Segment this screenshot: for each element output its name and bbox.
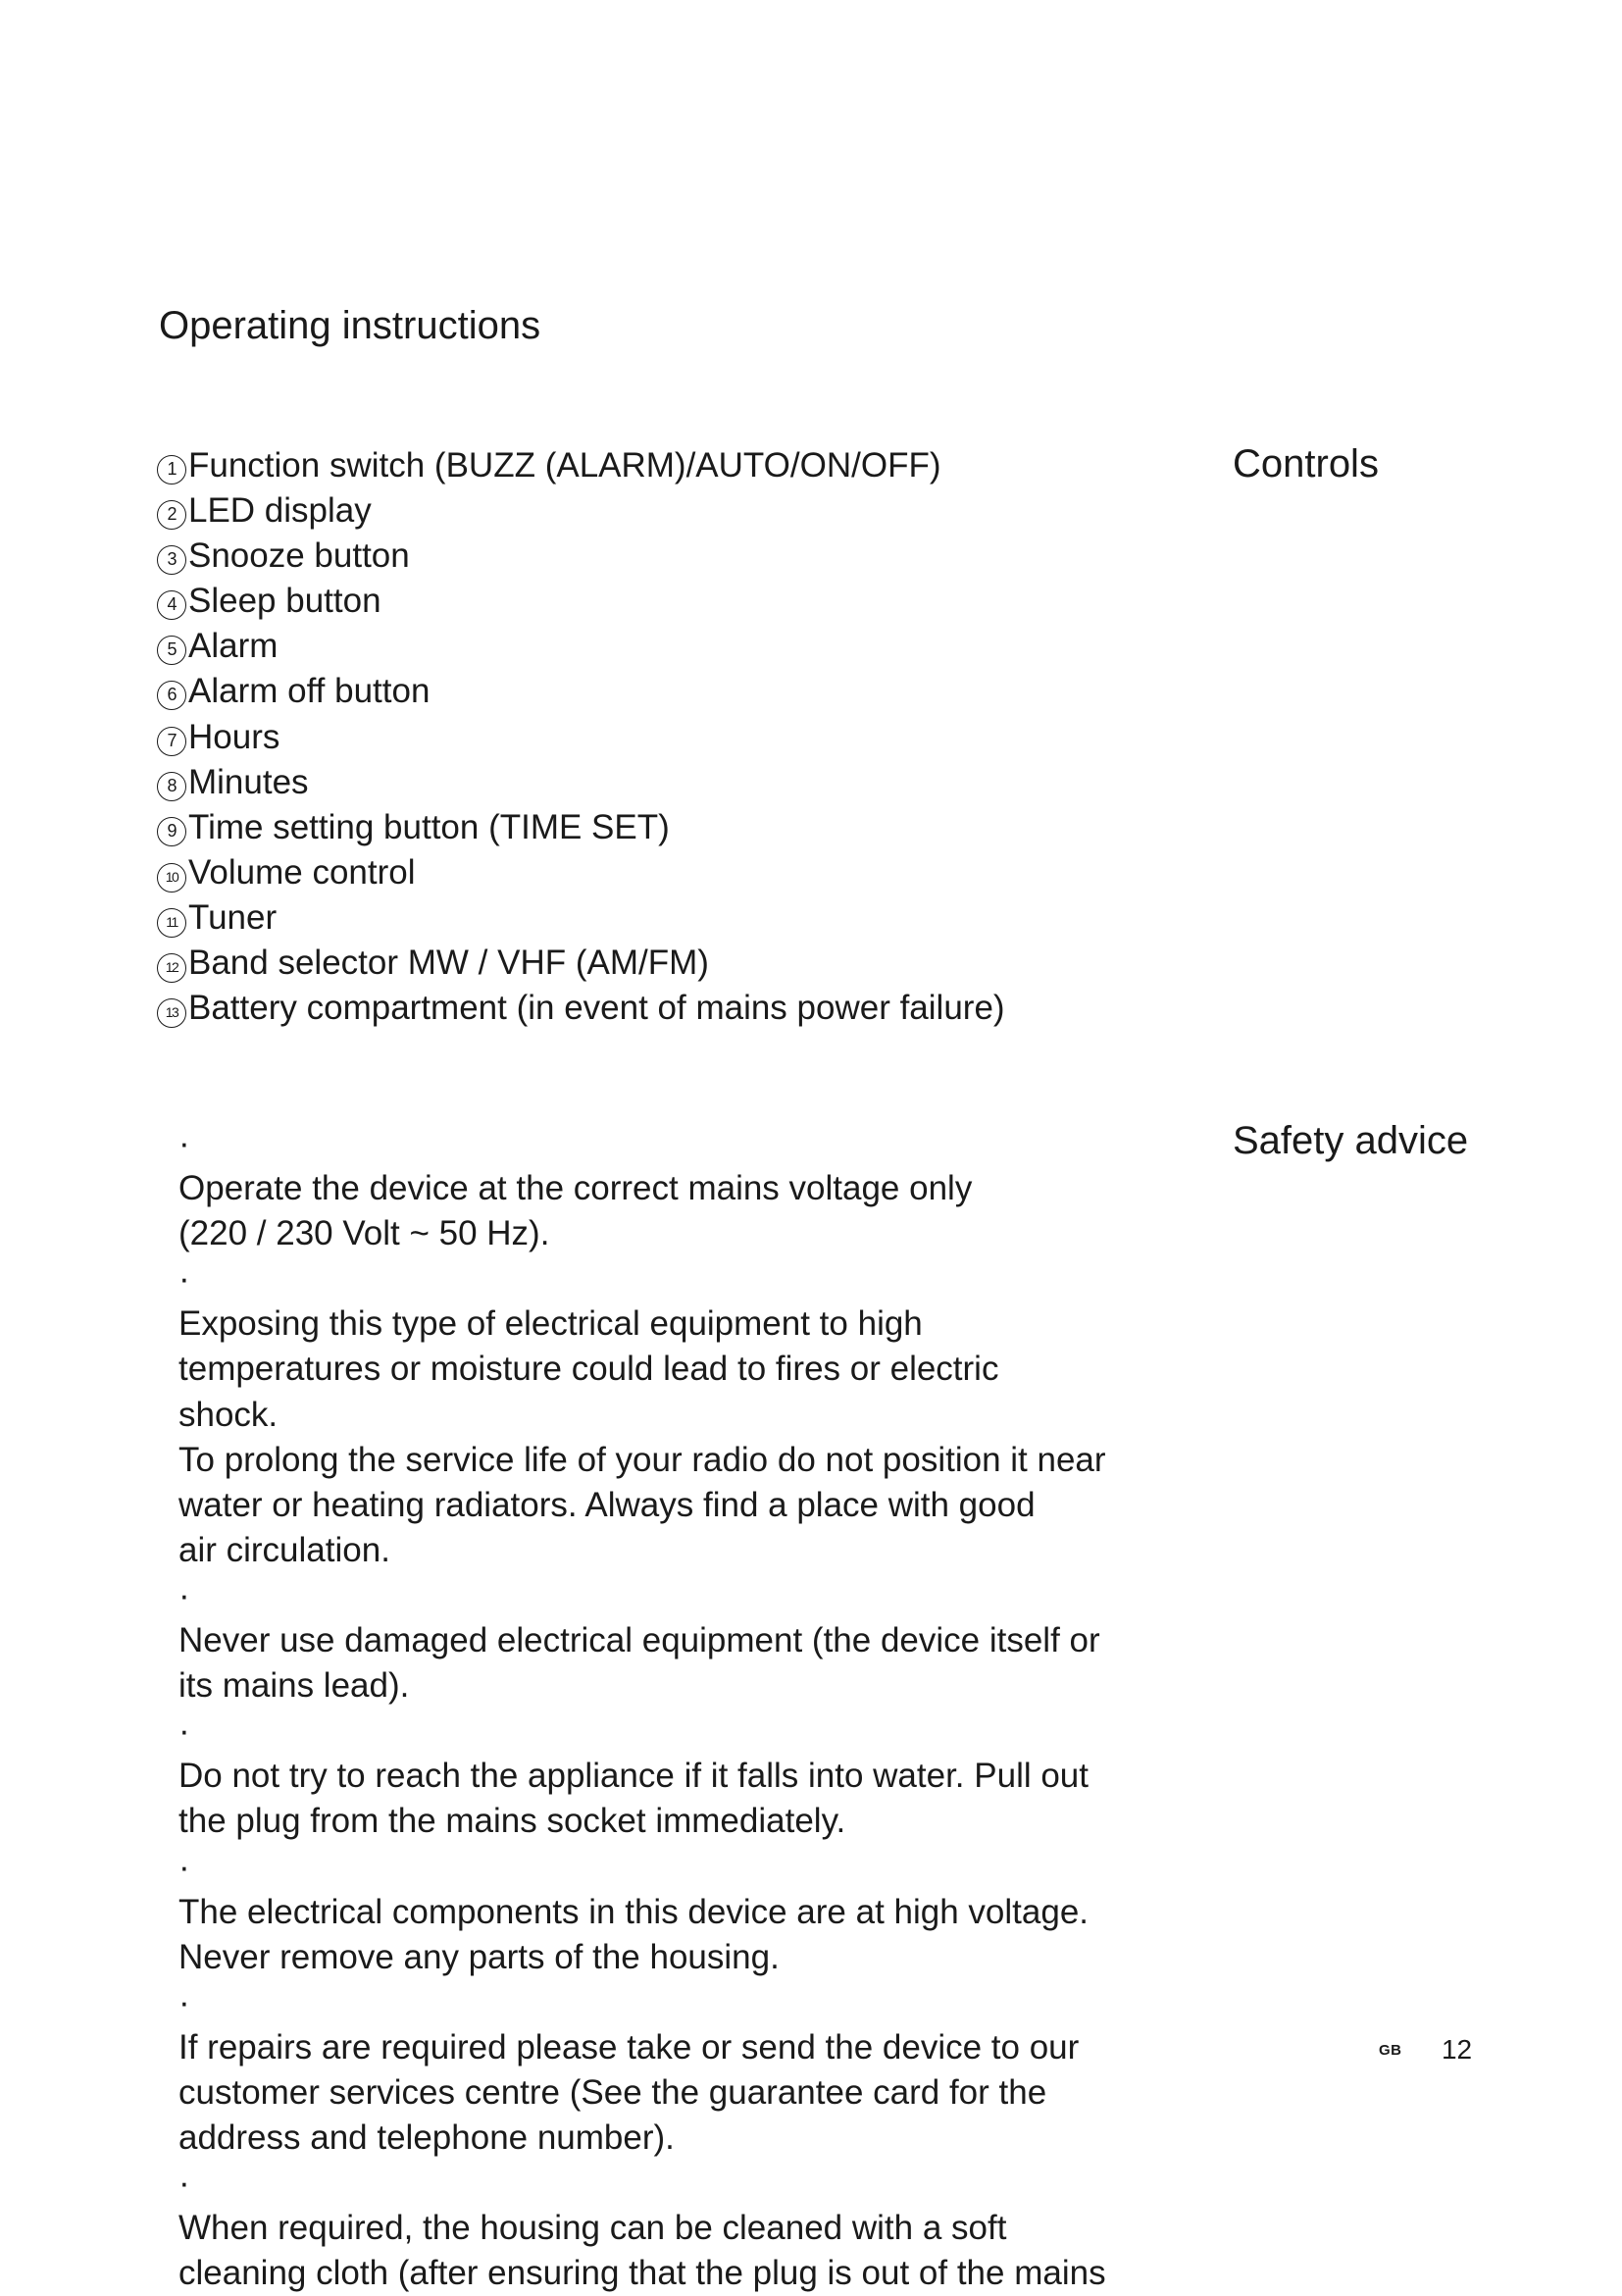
circled-number: 12 [157,953,186,983]
control-item [157,488,1005,534]
safety-item [157,1121,1216,1256]
control-item [157,760,1005,805]
safety-line: · Do not try to reach the appliance if it falls into water. Pull out [178,1757,1089,1796]
control-label: Minutes [188,762,309,801]
circled-number: 9 [157,817,186,846]
safety-heading: Safety advice [1233,1119,1469,1162]
safety-line: · Never use damaged electrical equipment (the device itself or [178,1621,1100,1660]
control-label: Time setting button (TIME SET) [188,807,670,846]
circled-number: 10 [157,863,186,893]
safety-line: shock. [178,1395,279,1434]
safety-line: · The electrical components in this device are at high voltage. [178,1892,1090,1931]
control-item [157,443,1005,488]
controls-list [157,443,1005,1031]
control-label: Function switch (BUZZ (ALARM)/AUTO/ON/OFF) [188,446,941,485]
page-footer [1379,2034,1472,2066]
circled-number: 5 [157,636,186,665]
control-label: Band selector MW / VHF (AM/FM) [188,944,709,983]
safety-line: address and telephone number). [178,2118,675,2158]
circled-number: 3 [157,545,186,575]
safety-line: Never remove any parts of the housing. [178,1937,780,1976]
control-label: Alarm off button [188,672,431,711]
control-item [157,624,1005,669]
control-label: LED display [188,491,372,531]
control-label: Battery compartment (in event of mains power failure) [188,989,1005,1028]
safety-line: · Operate the device at the correct mains voltage only [178,1169,973,1208]
control-item [157,850,1005,895]
safety-line: the plug from the mains socket immediately. [178,1802,846,1841]
safety-list [157,1121,1216,2296]
safety-line: · Exposing this type of electrical equipment to high [178,1304,923,1344]
page-title: Operating instructions [159,304,541,347]
safety-line: · When required, the housing can be cleaned with a soft [178,2209,1007,2248]
safety-line: customer services centre (See the guarantee card for the [178,2072,1047,2112]
control-item [157,805,1005,850]
control-label: Sleep button [188,582,381,621]
circled-number: 13 [157,998,186,1028]
safety-item [157,1709,1216,1844]
control-label: Tuner [188,897,278,937]
circled-number: 2 [157,500,186,530]
safety-line: cleaning cloth (after ensuring that the plug is out of the mains [178,2254,1106,2293]
page-number: 12 [1441,2034,1473,2065]
control-item [157,579,1005,624]
control-label: Snooze button [188,536,410,576]
safety-item [157,1573,1216,1709]
safety-item [157,2161,1216,2296]
circled-number: 4 [157,590,186,620]
control-item [157,715,1005,760]
control-item [157,669,1005,714]
control-label: Hours [188,717,280,756]
controls-heading: Controls [1233,442,1379,485]
circled-number: 11 [157,908,186,938]
circled-number: 1 [157,455,186,485]
safety-line: its mains lead). [178,1666,410,1706]
control-item [157,986,1005,1031]
safety-item [157,1845,1216,1980]
circled-number: 7 [157,727,186,756]
control-item [157,534,1005,579]
safety-line: To prolong the service life of your radio do not position it near [178,1440,1106,1479]
control-label: Volume control [188,852,416,892]
safety-line: air circulation. [178,1530,390,1569]
safety-item [157,1256,1216,1573]
control-label: Alarm [188,627,279,666]
safety-item [157,1980,1216,2161]
circled-number: 8 [157,772,186,801]
circled-number: 6 [157,681,186,710]
control-item [157,941,1005,986]
safety-line: temperatures or moisture could lead to fires or electric [178,1350,999,1389]
control-item [157,895,1005,941]
language-code: GB [1379,2041,1402,2059]
safety-line: water or heating radiators. Always find a place with good [178,1485,1036,1524]
safety-line: · If repairs are required please take or send the device to our [178,2027,1080,2066]
safety-line: (220 / 230 Volt ~ 50 Hz). [178,1214,550,1253]
